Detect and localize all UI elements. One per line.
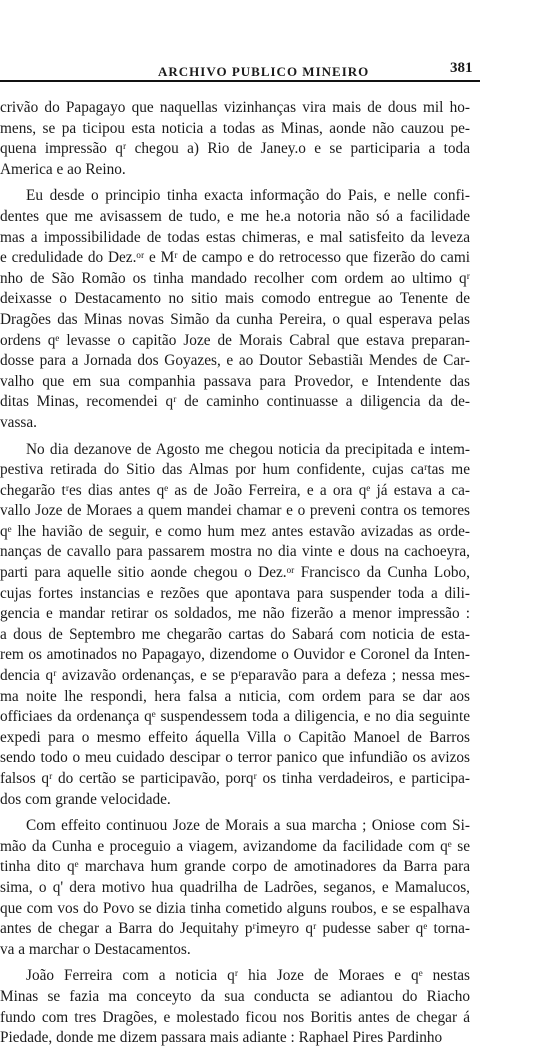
text-line: fundo com tres Dragões, e molestado ficou nos Boritis antes de chegar á <box>0 1008 470 1026</box>
text-line: chegarão tʳes dias antes qᵉ as de João Ferreira, e a ora qᵉ já estava a ca- <box>0 481 470 499</box>
text-line: nho de São Romão os tinha mandado recolher com ordem ao ultimo qʳ <box>0 269 470 287</box>
text-line: a dous de Septembro me chegarão cartas do Sabará com noticia de esta- <box>0 625 470 643</box>
text-line: sima, o q' dera motivo hua quadrilha de Ladrões, seganos, e Mamalucos, <box>0 878 470 896</box>
header-title: ARCHIVO PUBLICO MINEIRO <box>158 64 370 79</box>
text-line: pestiva retirada do Sitio das Almas por hum confidente, cujas caʳtas me <box>0 461 470 479</box>
text-line: sendo todo o meu cuidado descipar o terror panico que infundião os avizos <box>0 749 470 767</box>
text-line: gencia e mandar retirar os soldados, me não fizerão a menor impressão : <box>0 605 470 623</box>
text-line: antes de chegar a Barra do Jequitahy pʳimeyro qʳ pudesse saber qᵉ torna- <box>0 920 470 938</box>
text-line: que com vos do Povo se dizia tinha cometido alguns roubos, e se espalhava <box>0 899 470 917</box>
paragraph <box>0 440 470 811</box>
text-line: vallo Joze de Moraes a quem mandei chamar e o preveni contra os temores <box>0 502 470 520</box>
page-number: 381 <box>450 60 473 76</box>
text-line: Eu desde o principio tinha exacta informação do Pais, e nelle confi- <box>26 187 470 205</box>
running-header <box>0 58 480 82</box>
text-line: e credulidade do Dez.ᵒʳ e Mʳ de campo e do retrocesso que fizerão do cami <box>0 249 470 267</box>
text-line: crivão do Papagayo que naquellas vizinhanças vira mais de dous mil ho- <box>0 99 470 116</box>
text-line: qᵉ lhe havião de seguir, e como hum mez antes estavão avizadas as orde- <box>0 522 470 540</box>
text-line: parti para aquelle sitio aonde chegou o Dez.ᵒʳ Francisco da Cunha Lobo, <box>0 564 470 582</box>
text-line: ordens qᵉ levasse o capitão Joze de Morais Cabral que estava preparan- <box>0 331 470 349</box>
text-line: expedi para o mesmo effeito áquella Villa o Capitão Manoel de Barros <box>0 728 470 746</box>
text-line: Dragões das Minas novas Simão da cunha Pereira, o qual esperava pelas <box>0 310 470 328</box>
paragraph <box>0 98 470 180</box>
text-line: falsos qʳ do certão se participavão, porqʳ os tinha verdadeiros, e participa- <box>0 770 470 787</box>
text-line: Piedade, donde me dizem passara mais adiante : Raphael Pires Pardinho <box>0 1029 443 1047</box>
text-line: mens, se pa ticipou esta noticia a todas as Minas, aonde não cauzou pe- <box>0 119 470 137</box>
text-line: cujas fortes instancias e rezões que apontava para suspender toda a dili- <box>0 584 470 602</box>
text-line: rem os amotinados no Papagayo, dizendome o Ouvidor e Coronel da Inten- <box>0 646 470 664</box>
paragraph <box>0 186 470 433</box>
text-line: dosse para a Jornada dos Goyazes, e ao Doutor Sebastiãı Mendes de Car- <box>0 352 470 370</box>
text-line: deixasse o Destacamento no sitio mais comodo entregue ao Tenente de <box>0 290 470 308</box>
text-line: vassa. <box>0 413 37 431</box>
text-line: valho que em sua companhia passava para Provedor, e Intendente das <box>0 372 470 390</box>
text-line: ditas Minas, recomendei qʳ de caminho continuasse a diligencia da de- <box>0 393 470 411</box>
paragraph <box>0 966 470 1048</box>
text-line: dencia qʳ avizavão ordenanças, e se pʳeparavão para a defeza ; nessa mes- <box>0 667 470 685</box>
text-line: mão da Cunha e proceguio a viagem, avizandome da facilidade com qᵉ se <box>0 837 470 855</box>
text-line: quena impressão qʳ chegou a) Rio de Janey.o e se participaria a toda <box>0 140 470 158</box>
text-line: tinha dito qᵉ marchava hum grande corpo de amotinadores da Barra para <box>0 858 470 876</box>
text-line: dos com grande velocidade. <box>0 790 171 808</box>
text-line: ma noite lhe respondi, hera falsa a nıticia, com ordem para se dar aos <box>0 687 470 705</box>
text-line: va a marchar o Destacamentos. <box>0 940 191 958</box>
text-line: mas a impossibilidade de todas estas chimeras, e mal satisfeito da leveza <box>0 228 470 246</box>
text-line: nanças de cavallo para passarem mostra no dia vinte e dous na cachoeyra, <box>0 543 470 561</box>
paragraph <box>0 816 470 960</box>
text-line: Minas se fazia ma conceyto da sua conducta se adiantou do Riacho <box>0 987 470 1005</box>
document-body <box>0 98 470 1049</box>
text-line: Com effeito continuou Joze de Morais a sua marcha ; Oniose com Si- <box>26 817 470 835</box>
text-line: dentes que me avisassem de tudo, e me he.a notoria não só a facilidade <box>0 207 470 225</box>
text-line: No dia dezanove de Agosto me chegou noticia da precipitada e intem- <box>26 440 470 458</box>
text-line: officiaes da ordenança qᵉ suspendessem toda a diligencia, e no dia seguinte <box>0 708 470 726</box>
text-line: America e ao Reino. <box>0 160 126 178</box>
text-line: João Ferreira com a noticia qʳ hia Joze de Moraes e qᵉ nestas <box>26 967 470 985</box>
